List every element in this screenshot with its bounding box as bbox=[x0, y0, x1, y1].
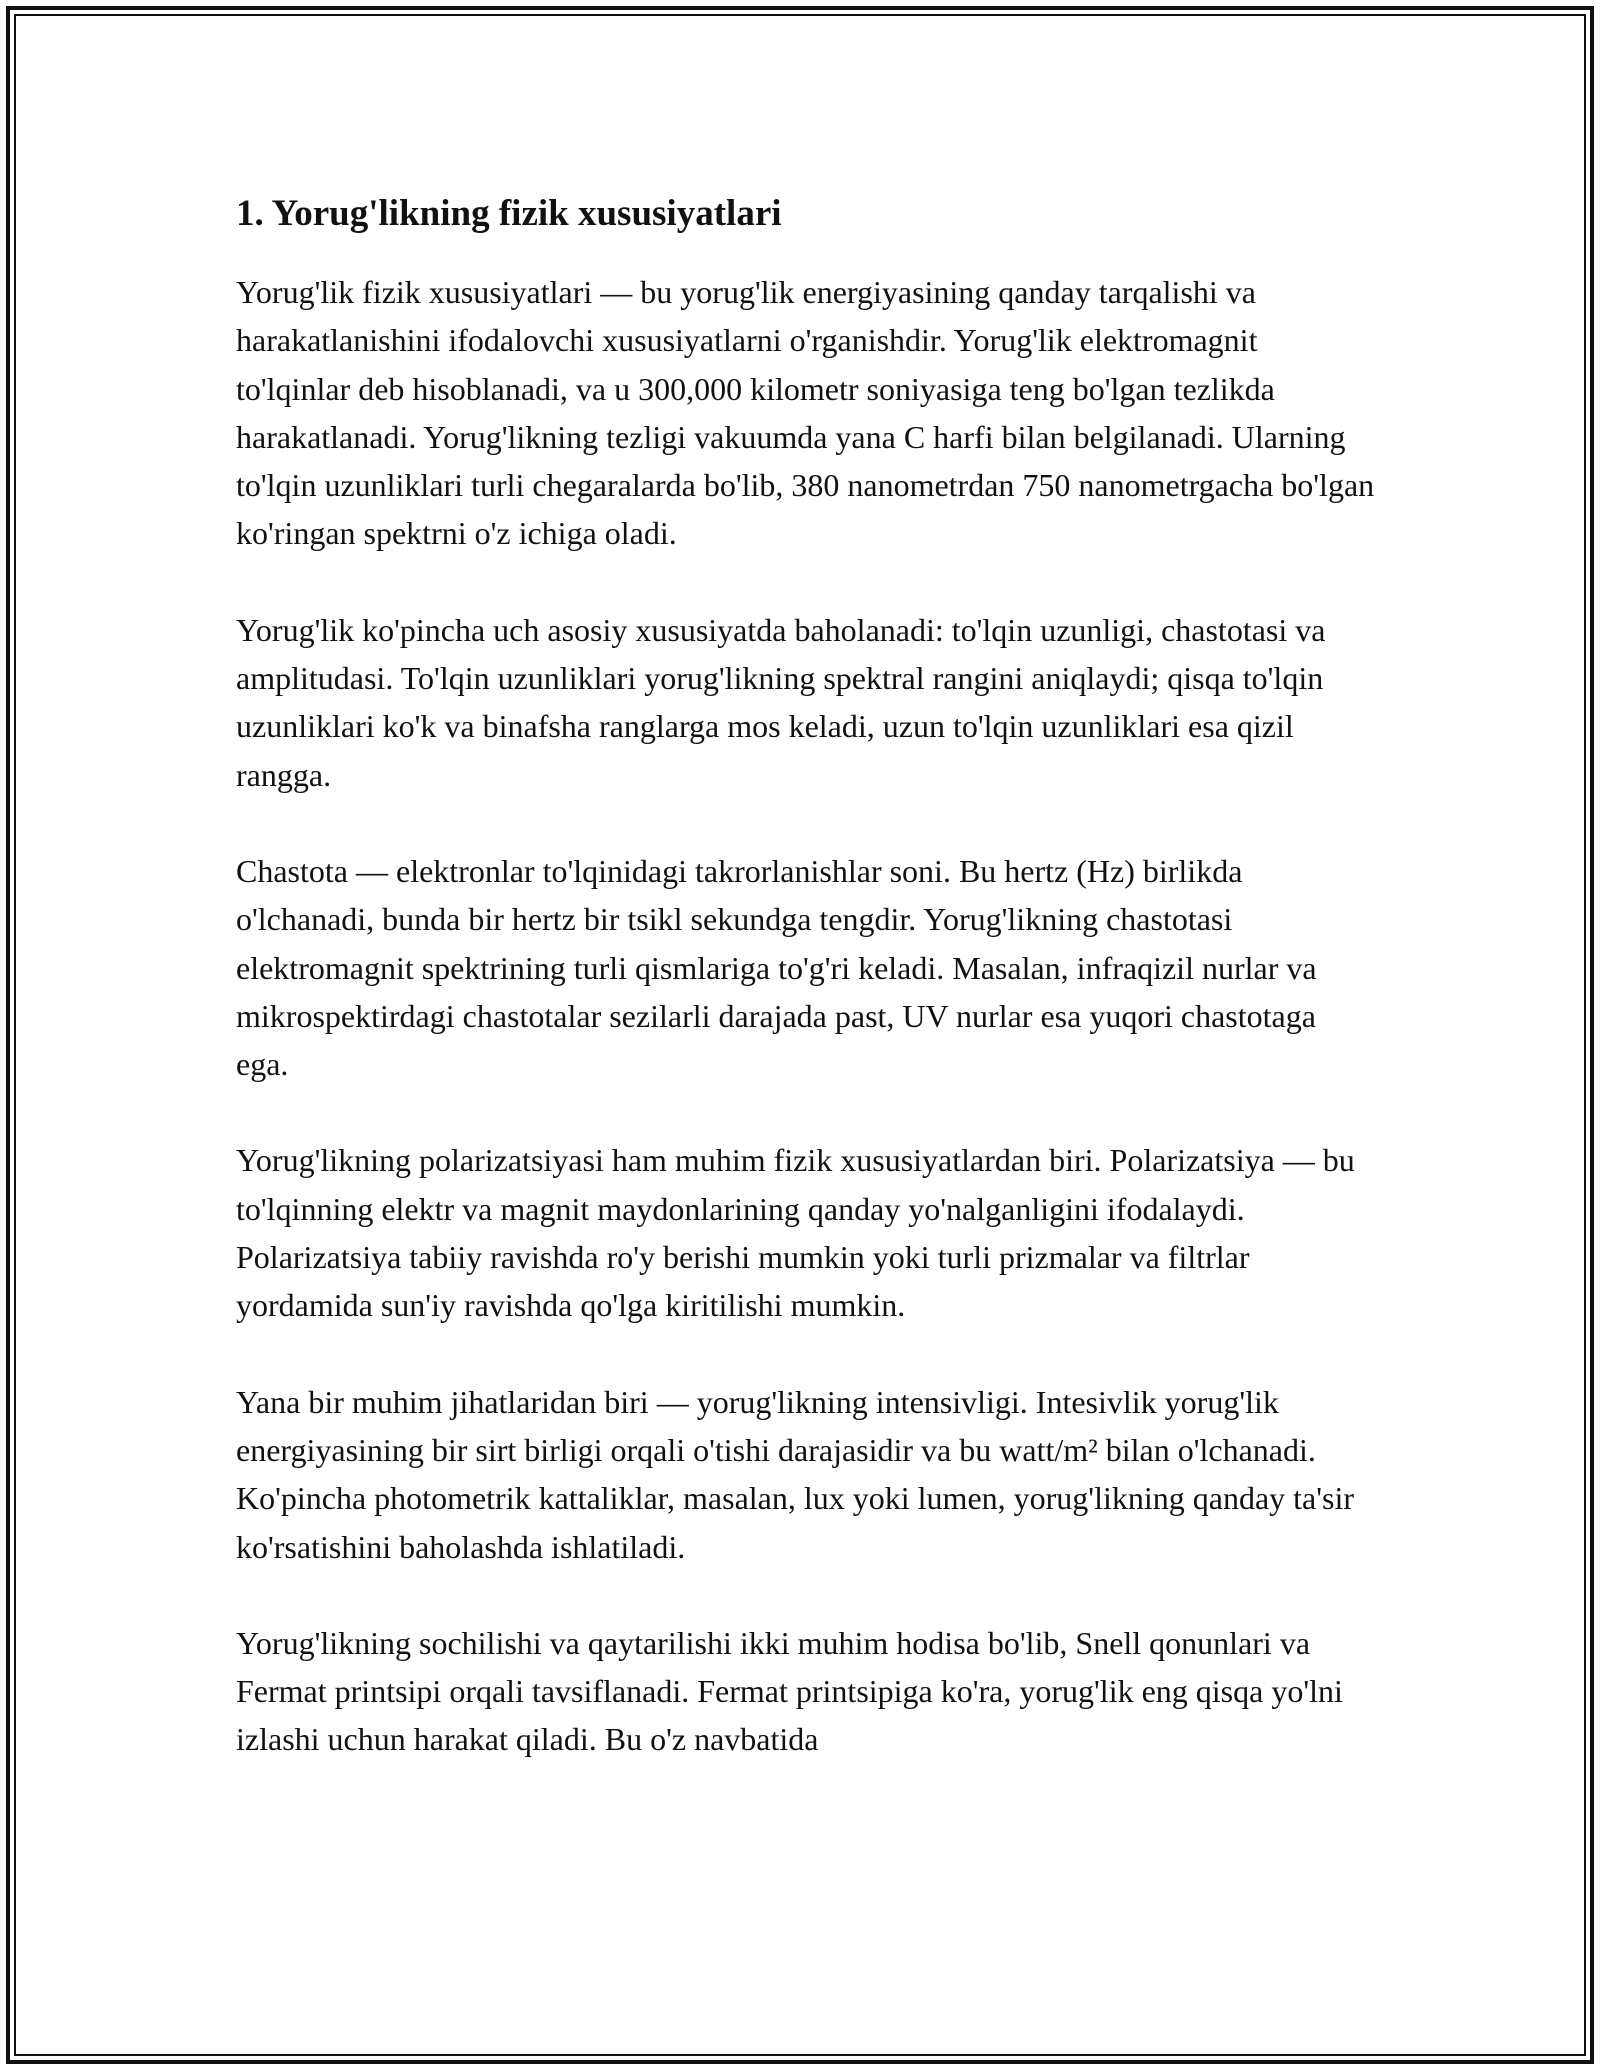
paragraph-intensity: Yana bir muhim jihatlaridan biri — yorug'likning intensivligi. Intesivlik yorug'lik energiyasining bir sirt birligi orqali o'tishi darajasidir va bu watt/m² bilan o'lchanadi. Ko'pincha photometrik kattaliklar, masalan, lux yoki lumen, yorug'likning qanday ta'sir ko'rsatishini baholashda ishlatiladi. bbox=[236, 1383, 1354, 1565]
paragraph-reflection: Yorug'likning sochilishi va qaytarilishi ikki muhim hodisa bo'lib, Snell qonunlari va Fermat printsipi orqali tavsiflanadi. Fermat printsipiga ko'ra, yorug'lik eng qisqa yo'lni izlashi uchun harakat qiladi. Bu o'z navbatida bbox=[236, 1624, 1343, 1758]
paragraph-frequency: Chastota — elektronlar to'lqinidagi takrorlanishlar soni. Bu hertz (Hz) birlikda o'lchanadi, bunda bir hertz bir tsikl sekundga tengdir. Yorug'likning chastotasi elektromagnit spektrining turli qismlariga to'g'ri keladi. Masalan, infraqizil nurlar va mikrospektirdagi chastotalar sezilarli darajada past, UV nurlar esa yuqori chastotaga ega. bbox=[236, 852, 1317, 1083]
section-title: 1. Yorug'likning fizik xususiyatlari bbox=[236, 193, 782, 234]
paragraph-three-properties: Yorug'lik ko'pincha uch asosiy xususiyatda baholanadi: to'lqin uzunligi, chastotasi va amplitudasi. To'lqin uzunliklari yorug'likning spektral rangini aniqlaydi; qisqa to'lqin uzunliklari ko'k va binafsha ranglarga mos keladi, uzun to'lqin uzunliklari esa qizil rangga. bbox=[236, 611, 1326, 793]
paragraph-polarization: Yorug'likning polarizatsiyasi ham muhim fizik xususiyatlardan biri. Polarizatsiya — bu to'lqinning elektr va magnit maydonlarining qanday yo'nalganligini ifodalaydi. Polarizatsiya tabiiy ravishda ro'y berishi mumkin yoki turli prizmalar va filtrlar yordamida sun'iy ravishda qo'lga kiritilishi mumkin. bbox=[236, 1142, 1355, 1324]
paragraph-light-properties: Yorug'lik fizik xususiyatlari — bu yorug'lik energiyasining qanday tarqalishi va harakatlanishini ifodalovchi xususiyatlarni o'rganishdir. Yorug'lik elektromagnit to'lqinlar deb hisoblanadi, va u 300,000 kilometr soniyasiga teng bo'lgan tezlikda harakatlanadi. Yorug'likning tezligi vakuumda yana C harfi bilan belgilanadi. Ularning to'lqin uzunliklari turli chegaralarda bo'lib, 380 nanometrdan 750 nanometrgacha bo'lgan ko'ringan spektrni o'z ichiga oladi. bbox=[236, 274, 1375, 552]
document-body bbox=[236, 186, 1376, 1812]
